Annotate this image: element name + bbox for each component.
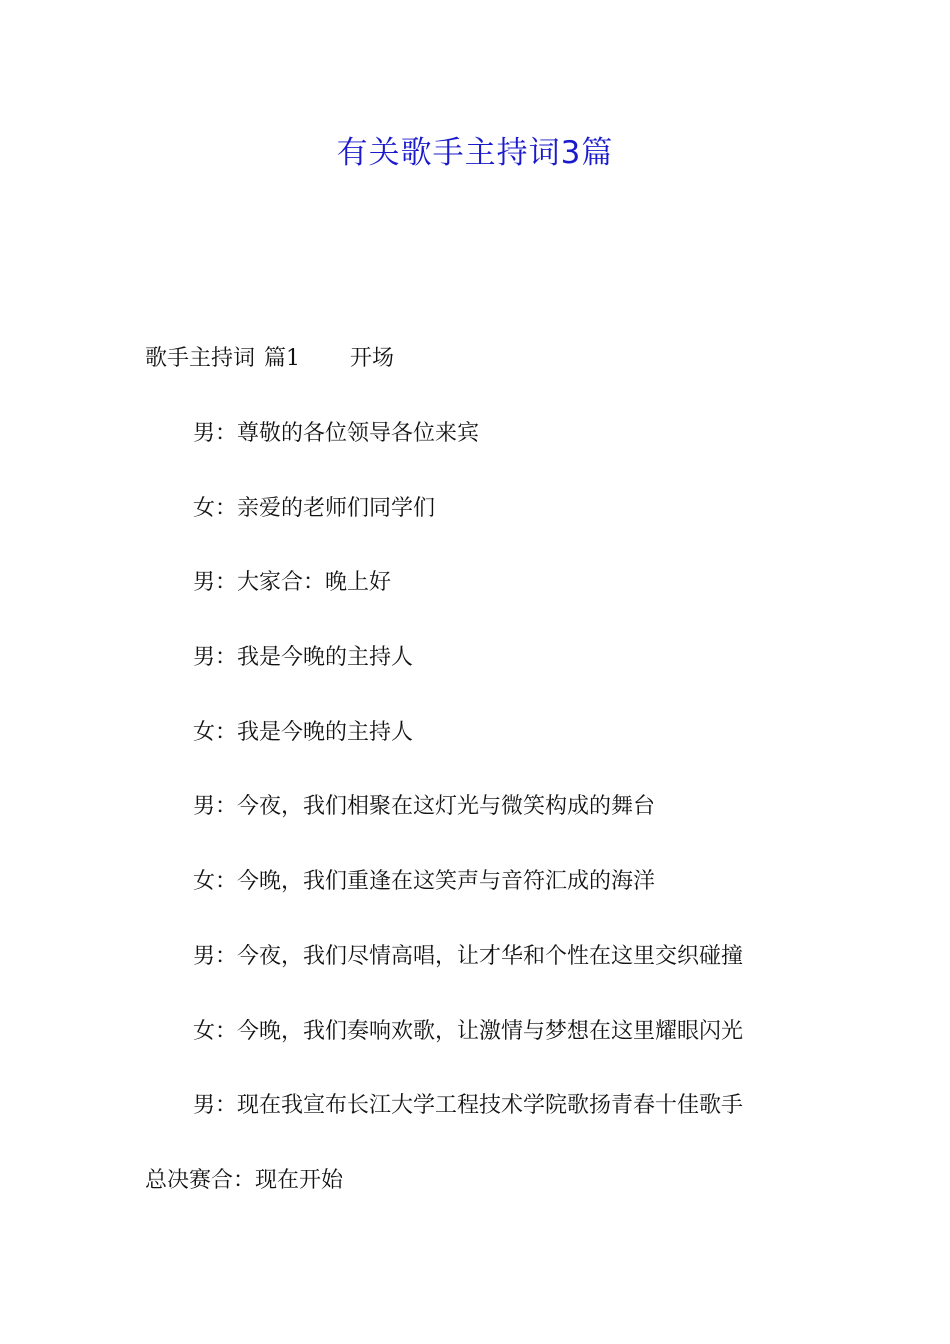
dialogue-line-6: 男：今夜，我们相聚在这灯光与微笑构成的舞台 [193, 794, 656, 819]
document-title: 有关歌手主持词3篇 [336, 135, 614, 171]
dialogue-continuation: 总决赛合：现在开始 [145, 1168, 344, 1193]
dialogue-line-7: 女：今晚，我们重逢在这笑声与音符汇成的海洋 [193, 869, 656, 894]
section-heading-number: 篇1 [264, 346, 301, 371]
dialogue-line-2: 女：亲爱的老师们同学们 [193, 496, 436, 521]
dialogue-line-1: 男：尊敬的各位领导各位来宾 [193, 421, 480, 446]
dialogue-line-5: 女：我是今晚的主持人 [193, 720, 414, 745]
dialogue-line-4: 男：我是今晚的主持人 [193, 645, 414, 670]
section-heading-subtitle: 开场 [350, 346, 395, 371]
dialogue-line-8: 男：今夜，我们尽情高唱，让才华和个性在这里交织碰撞 [193, 944, 744, 969]
section-heading-title: 歌手主持词 [145, 346, 256, 371]
dialogue-line-3: 男：大家合：晚上好 [193, 570, 392, 595]
dialogue-line-10: 男：现在我宣布长江大学工程技术学院歌扬青春十佳歌手 [193, 1093, 744, 1118]
section-heading [145, 343, 394, 375]
dialogue-line-9: 女：今晚，我们奏响欢歌，让激情与梦想在这里耀眼闪光 [193, 1019, 744, 1044]
